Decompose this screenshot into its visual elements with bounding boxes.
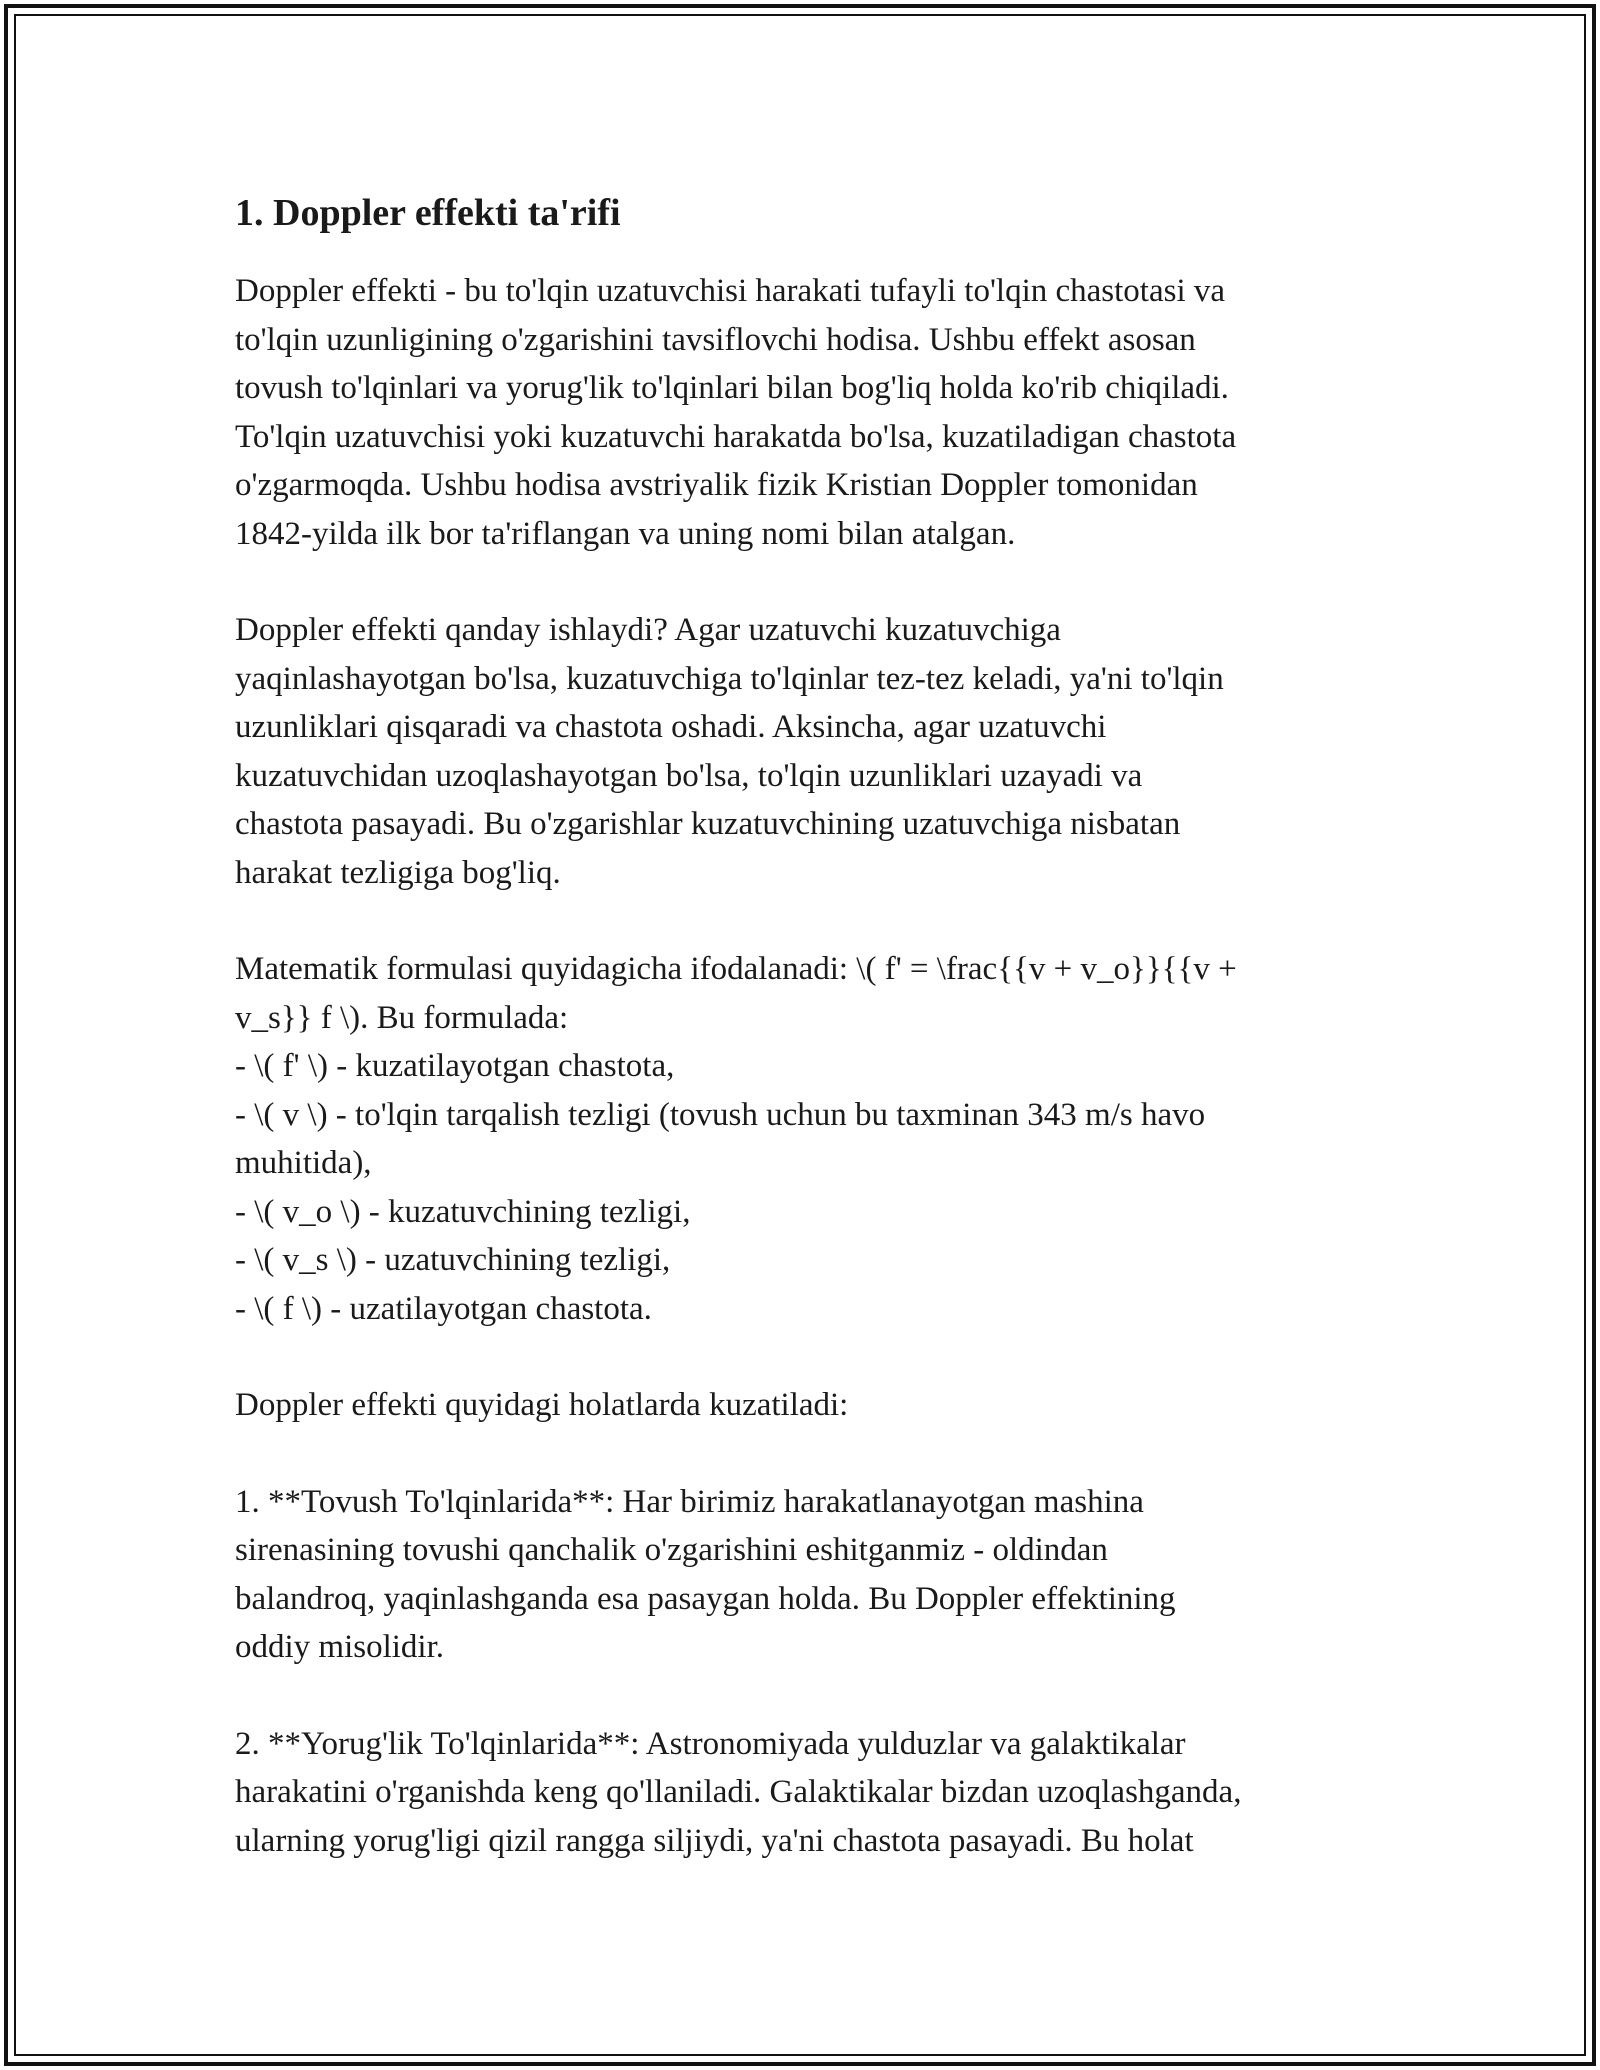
formula-term-line: - \( f \) - uzatilayotgan chastota. <box>235 1290 652 1327</box>
text-line: To'lqin uzatuvchisi yoki kuzatuvchi harakatda bo'lsa, kuzatiladigan chastota <box>235 418 1237 455</box>
text-line: kuzatuvchidan uzoqlashayotgan bo'lsa, to'lqin uzunliklari uzayadi va <box>235 757 1143 794</box>
text-line: v_s}} f \). Bu formulada: <box>235 999 569 1036</box>
document-body <box>235 185 1365 1913</box>
text-line: 1. **Tovush To'lqinlarida**: Har birimiz harakatlanayotgan mashina <box>235 1483 1144 1520</box>
text-line: sirenasining tovushi qanchalik o'zgarishini eshitganmiz - oldindan <box>235 1532 1108 1568</box>
text-line: Matematik formulasi quyidagicha ifodalanadi: \( f' = \frac{{v + v_o}}{{v + <box>235 951 1237 987</box>
text-line: Doppler effekti - bu to'lqin uzatuvchisi harakati tufayli to'lqin chastotasi va <box>235 273 1226 309</box>
formula-term-line: - \( f' \) - kuzatilayotgan chastota, <box>235 1048 675 1084</box>
paragraph-cases-intro <box>235 1381 1365 1430</box>
paragraph-how-it-works <box>235 606 1365 897</box>
paragraph-definition <box>235 267 1365 558</box>
text-line: uzunliklari qisqaradi va chastota oshadi. Aksincha, agar uzatuvchi <box>235 709 1107 745</box>
text-line: harakatini o'rganishda keng qo'llaniladi. Galaktikalar bizdan uzoqlashganda, <box>235 1774 1242 1810</box>
text-line: muhitida), <box>235 1145 372 1181</box>
text-line: o'zgarmoqda. Ushbu hodisa avstriyalik fizik Kristian Doppler tomonidan <box>235 467 1198 503</box>
text-line: Doppler effekti qanday ishlaydi? Agar uzatuvchi kuzatuvchiga <box>235 612 1061 648</box>
text-line: chastota pasayadi. Bu o'zgarishlar kuzatuvchining uzatuvchiga nisbatan <box>235 806 1181 842</box>
paragraph-formula <box>235 945 1365 1333</box>
paragraph-sound-waves <box>235 1478 1365 1672</box>
text-line: oddiy misolidir. <box>235 1629 445 1665</box>
paragraph-light-waves <box>235 1720 1365 1866</box>
text-line: yaqinlashayotgan bo'lsa, kuzatuvchiga to'lqinlar tez-tez keladi, ya'ni to'lqin <box>235 660 1224 697</box>
formula-term-line: - \( v_s \) - uzatuvchining tezligi, <box>235 1242 671 1278</box>
text-line: 2. **Yorug'lik To'lqinlarida**: Astronomiyada yulduzlar va galaktikalar <box>235 1725 1186 1762</box>
text-line: ularning yorug'ligi qizil rangga siljiydi, ya'ni chastota pasayadi. Bu holat <box>235 1822 1194 1859</box>
text-line: harakat tezligiga bog'liq. <box>235 854 561 891</box>
formula-term-line: - \( v_o \) - kuzatuvchining tezligi, <box>235 1193 691 1230</box>
text-line: balandroq, yaqinlashganda esa pasaygan holda. Bu Doppler effektining <box>235 1580 1176 1617</box>
section-heading: 1. Doppler effekti ta'rifi <box>235 192 621 234</box>
text-line: 1842-yilda ilk bor ta'riflangan va uning nomi bilan atalgan. <box>235 515 1016 552</box>
text-line: Doppler effekti quyidagi holatlarda kuzatiladi: <box>235 1387 849 1423</box>
text-line: tovush to'lqinlari va yorug'lik to'lqinlari bilan bog'liq holda ko'rib chiqiladi. <box>235 370 1229 406</box>
formula-term-line: - \( v \) - to'lqin tarqalish tezligi (tovush uchun bu taxminan 343 m/s havo <box>235 1096 1206 1133</box>
text-line: to'lqin uzunligining o'zgarishini tavsiflovchi hodisa. Ushbu effekt asosan <box>235 321 1196 358</box>
